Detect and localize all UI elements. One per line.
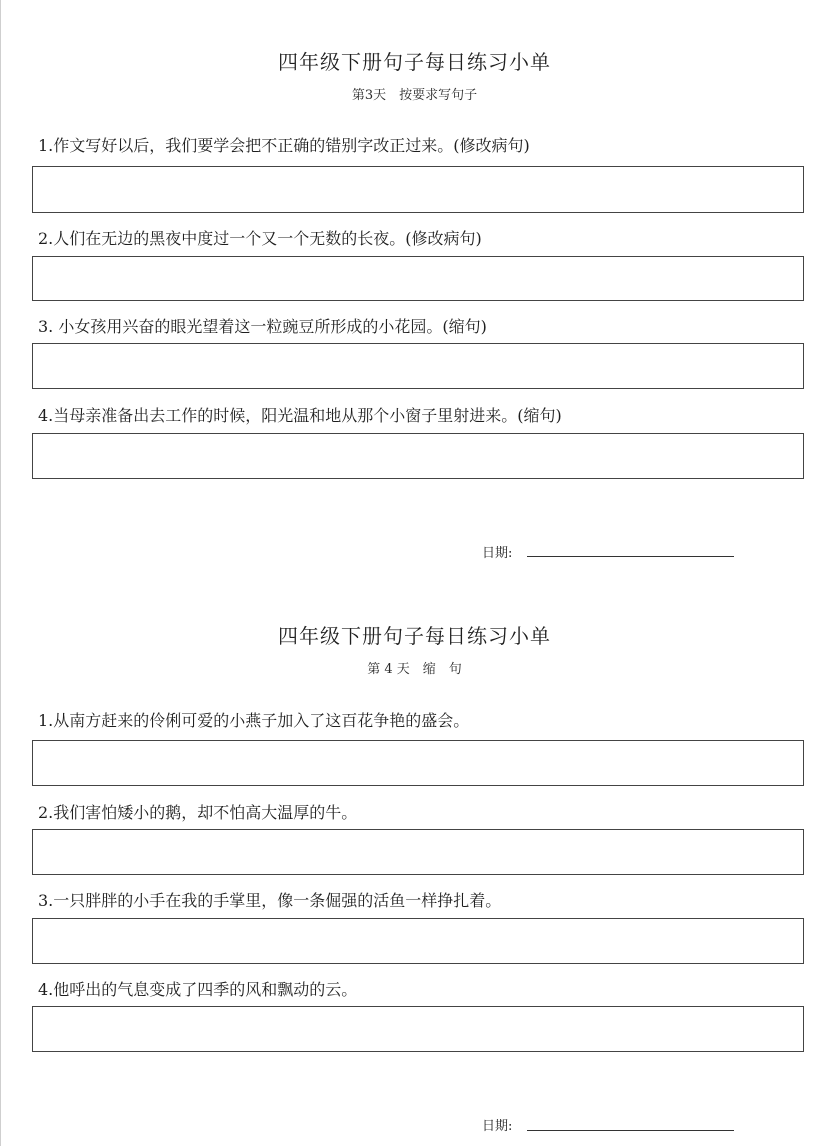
question-3: 3.一只胖胖的小手在我的手掌里，像一条倔强的活鱼一样挣扎着。 — [38, 891, 502, 910]
worksheet-subtitle: 第3天 按要求写句子 — [351, 88, 478, 103]
answer-box-2[interactable] — [32, 256, 804, 301]
worksheet-title: 四年级下册句子每日练习小单 — [278, 624, 551, 648]
question-4: 4.他呼出的气息变成了四季的风和飘动的云。 — [38, 980, 358, 999]
date-input-line[interactable] — [527, 556, 734, 557]
answer-box-4[interactable] — [32, 433, 804, 479]
answer-box-1[interactable] — [32, 740, 804, 786]
worksheet-title: 四年级下册句子每日练习小单 — [278, 50, 551, 74]
date-label: 日期: — [482, 546, 513, 561]
question-4: 4.当母亲准备出去工作的时候，阳光温和地从那个小窗子里射进来。(缩句) — [38, 406, 562, 425]
page-left-edge — [0, 0, 1, 1146]
question-2: 2.人们在无边的黑夜中度过一个又一个无数的长夜。(修改病句) — [38, 229, 482, 248]
answer-box-4[interactable] — [32, 1006, 804, 1052]
answer-box-3[interactable] — [32, 343, 804, 389]
question-2: 2.我们害怕矮小的鹅，却不怕高大温厚的牛。 — [38, 803, 358, 822]
worksheet-subtitle: 第 4 天 缩 句 — [367, 662, 462, 677]
answer-box-2[interactable] — [32, 829, 804, 875]
answer-box-3[interactable] — [32, 918, 804, 964]
question-3: 3. 小女孩用兴奋的眼光望着这一粒豌豆所形成的小花园。(缩句) — [38, 317, 487, 336]
date-input-line[interactable] — [527, 1130, 734, 1131]
answer-box-1[interactable] — [32, 166, 804, 213]
date-label: 日期: — [482, 1119, 513, 1134]
question-1: 1.从南方赶来的伶俐可爱的小燕子加入了这百花争艳的盛会。 — [38, 711, 470, 730]
question-1: 1.作文写好以后，我们要学会把不正确的错别字改正过来。(修改病句) — [38, 136, 530, 155]
